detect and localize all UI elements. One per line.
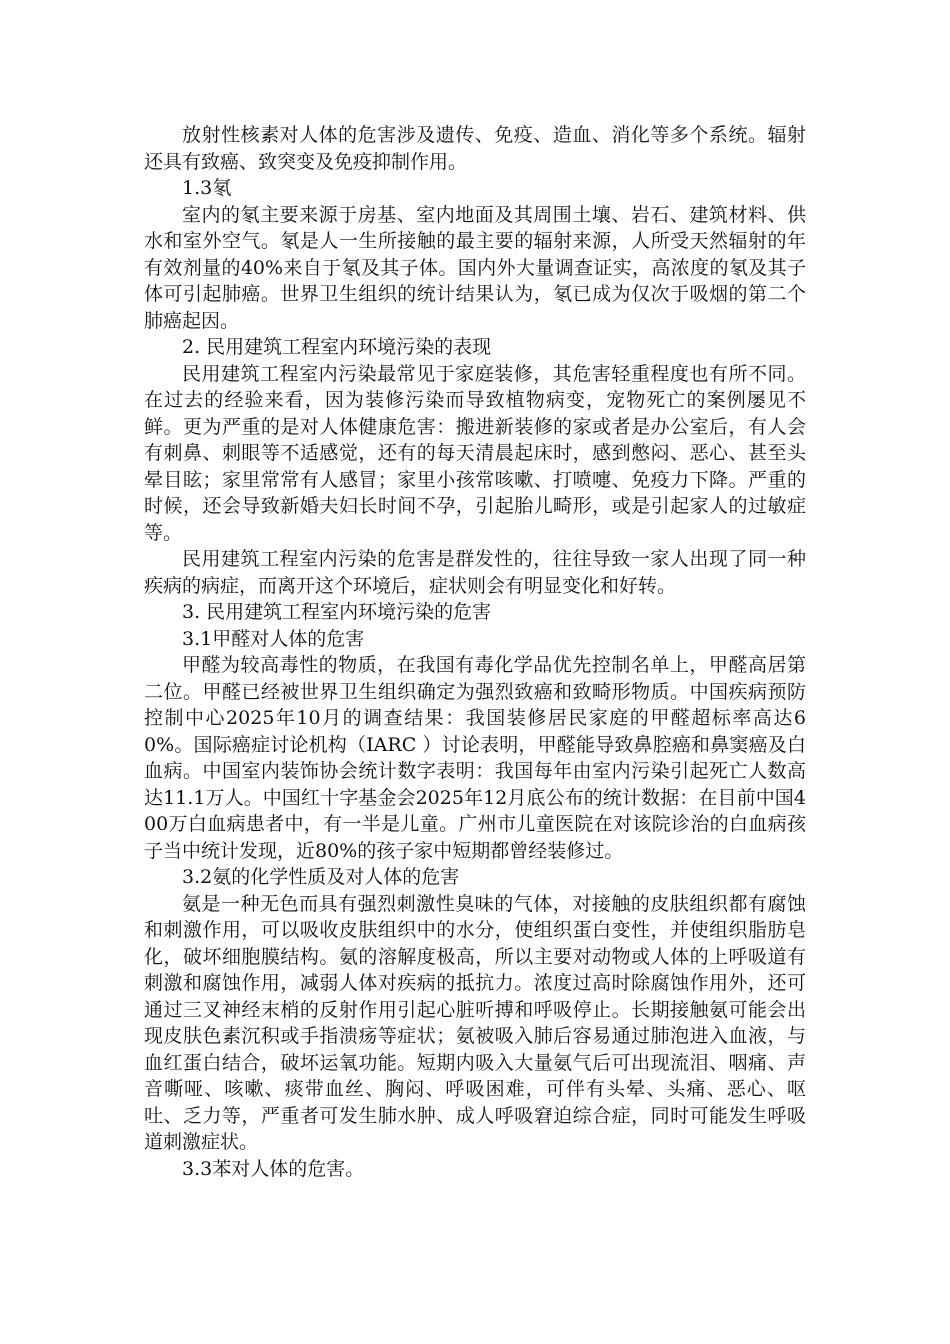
paragraph-pollution-symptoms: 民用建筑工程室内污染最常见于家庭装修，其危害轻重程度也有所不同。在过去的经验来看，因为装修污染而导致植物病变，宠物死亡的案例屡见不鲜。更为严重的是对人体健康危害：搬进新装修的家或者是办公室后，有人会有刺鼻、刺眼等不适感觉，还有的每天清晨起床时，感到憋闷、恶心、甚至头晕目眩；家里常常有人感冒；家里小孩常咳嗽、打喷嚏、免疫力下降。严重的时候，还会导致新婚夫妇长时间不孕，引起胎儿畸形，或是引起家人的过敏症等。: [144, 362, 806, 544]
paragraph-ammonia: 氨是一种无色而具有强烈刺激性臭味的气体，对接触的皮肤组织都有腐蚀和刺激作用，可以吸收皮肤组织中的水分，使组织蛋白变性，并使组织脂肪皂化，破坏细胞膜结构。氨的溶解度极高，所以主要对动物或人体的上呼吸道有刺激和腐蚀作用，减弱人体对疾病的抵抗力。浓度过高时除腐蚀作用外，还可通过三叉神经末梢的反射作用引起心脏听搏和呼吸停止。长期接触氨可能会出现皮肤色素沉积或手指溃疡等症状；氨被吸入肺后容易通过肺泡进入血液，与血红蛋白结合，破坏运氧功能。短期内吸入大量氨气后可出现流泪、咽痛、声音嘶哑、咳嗽、痰带血丝、胸闷、呼吸困难，可伴有头晕、头痛、恶心、呕吐、乏力等，严重者可发生肺水肿、成人呼吸窘迫综合症，同时可能发生呼吸道刺激症状。: [144, 892, 806, 1153]
section-heading-3-1: 3.1甲醛对人体的危害: [182, 627, 365, 650]
paragraph-radionuclide-harm: 放射性核素对人体的危害涉及遗传、免疫、造血、消化等多个系统。辐射还具有致癌、致突变及免疫抑制作用。: [144, 124, 806, 173]
paragraph-group-harm: 民用建筑工程室内污染的危害是群发性的，往往导致一家人出现了同一种疾病的病症，而离开这个环境后，症状则会有明显变化和好转。: [144, 548, 806, 597]
paragraph-radon: 室内的氡主要来源于房基、室内地面及其周围土壤、岩石、建筑材料、供水和室外空气。氡是人一生所接触的最主要的辐射来源，人所受天然辐射的年有效剂量的40%来自于氡及其子体。国内外大量调查证实，高浓度的氡及其子体可引起肺癌。世界卫生组织的统计结果认为，氡已成为仅次于吸烟的第二个肺癌起因。: [144, 203, 806, 332]
section-heading-1-3: 1.3氡: [182, 177, 232, 199]
section-heading-2: 2. 民用建筑工程室内环境污染的表现: [182, 336, 492, 358]
section-heading-3: 3. 民用建筑工程室内环境污染的危害: [182, 601, 492, 623]
section-heading-3-2: 3.2氨的化学性质及对人体的危害: [182, 866, 460, 888]
section-heading-3-3: 3.3苯对人体的危害。: [182, 1157, 365, 1180]
document-body: [144, 122, 806, 1182]
paragraph-formaldehyde: 甲醛为较高毒性的物质，在我国有毒化学品优先控制名单上，甲醛高居第二位。甲醛已经被世界卫生组织确定为强烈致癌和致畸形物质。中国疾病预防控制中心2025年10月的调查结果：我国装修居民家庭的甲醛超标率高达60%。国际癌症讨论机构（IARC ）讨论表明，甲醛能导致鼻腔癌和鼻窦癌及白血病。中国室内装饰协会统计数字表明：我国每年由室内污染引起死亡人数高达11.1万人。中国红十字基金会2025年12月底公布的统计数据：在目前中国400万白血病患者中，有一半是儿童。广州市儿童医院在对该院诊治的白血病孩子当中统计发现，近80%的孩子家中短期都曾经装修过。: [144, 654, 806, 862]
